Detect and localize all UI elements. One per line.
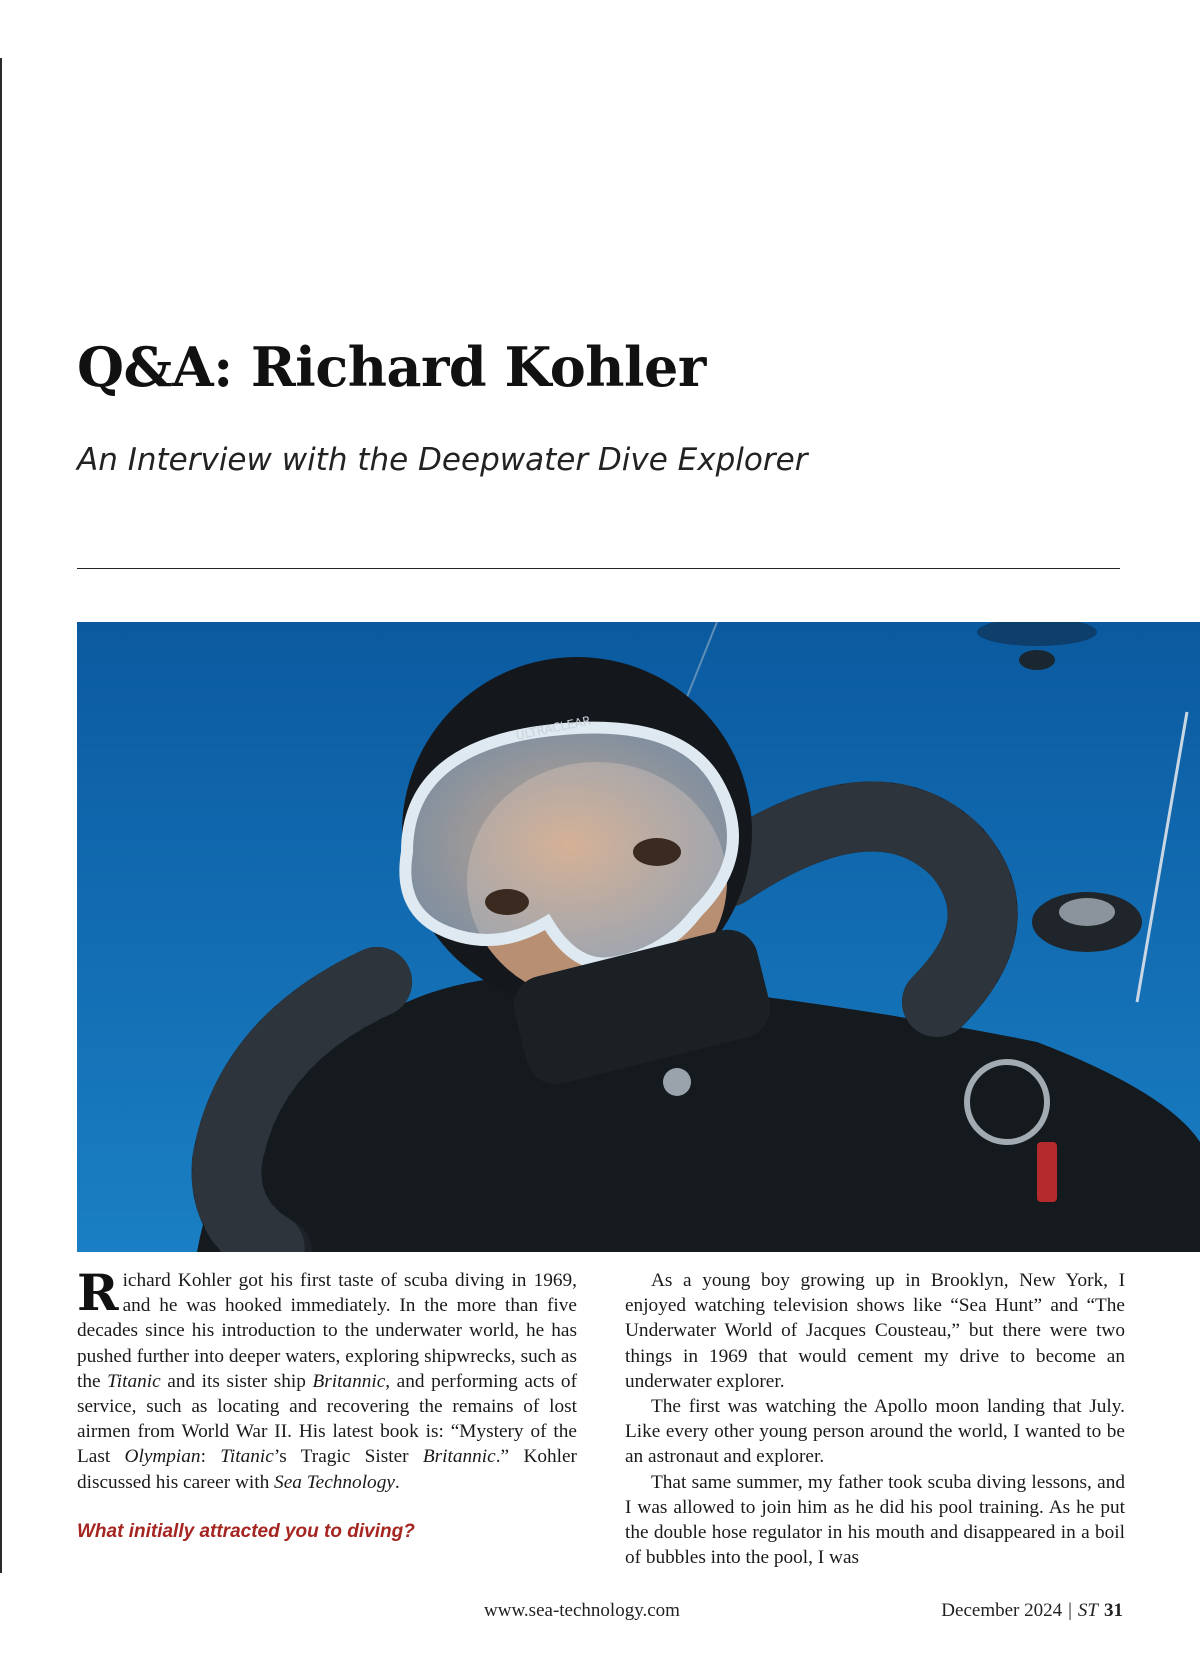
footer-publication: ST [1077, 1600, 1098, 1621]
article-subtitle: An Interview with the Deepwater Dive Explorer [77, 442, 808, 478]
answer-column [625, 1268, 1125, 1570]
intro-italic-titanic-2: Titanic [220, 1446, 274, 1468]
page-edge-line [0, 58, 2, 1573]
footer-issue-info [941, 1600, 1123, 1622]
intro-text-3: , and performing acts of service, such as locating and recovering the remains of lost airmen from World War II. His latest book is: “Mystery of the Last [77, 1370, 577, 1468]
intro-italic-titanic: Titanic [107, 1370, 161, 1392]
intro-text-6: .” Kohler discussed his career with [77, 1446, 577, 1493]
footer-url[interactable]: www.sea-technology.com [484, 1600, 680, 1621]
answer-paragraph-2: The first was watching the Apollo moon landing that July. Like every other young person around the world, I wanted to be an astronaut and explorer. [625, 1396, 1125, 1468]
intro-text-2: and its sister ship [160, 1370, 313, 1392]
intro-text-1: ichard Kohler got his first taste of scuba diving in 1969, and he was hooked immediately. In the more than five decades since his introduction to the underwater world, he has pushed further into deeper waters, exploring shipwrecks, such as the [77, 1270, 577, 1392]
title-divider [77, 568, 1120, 569]
intro-text-5: ’s Tragic Sister [273, 1446, 423, 1468]
answer-paragraph-1: As a young boy growing up in Brooklyn, New York, I enjoyed watching television shows like “Sea Hunt” and “The Underwater World of Jacques Cousteau,” but there were two things in 1969 that would cement my drive to become an underwater explorer. [625, 1270, 1125, 1392]
diver-photo-illustration [77, 622, 1200, 1252]
intro-italic-sea-technology: Sea Technology [274, 1471, 395, 1493]
intro-paragraph [77, 1263, 577, 1495]
footer-separator: | [1068, 1600, 1072, 1621]
drop-cap: R [77, 1263, 119, 1322]
intro-column [77, 1263, 577, 1544]
mask-strap-text: ULTRACLEAR [514, 713, 593, 743]
intro-text-7: . [394, 1471, 400, 1493]
intro-italic-britannic-2: Britannic [422, 1446, 496, 1468]
intro-italic-olympian: Olympian [124, 1446, 201, 1468]
interview-question: What initially attracted you to diving? [77, 1520, 415, 1542]
answer-paragraph-3: That same summer, my father took scuba diving lessons, and I was allowed to join him as he did his pool training. As he put the double hose regulator in his mouth and disappeared in a boil of bubbles into the pool, I was [625, 1471, 1125, 1569]
article-title: Q&A: Richard Kohler [77, 335, 706, 399]
footer-date: December 2024 [941, 1600, 1063, 1621]
intro-text-4: : [200, 1446, 221, 1468]
page-number: 31 [1104, 1600, 1123, 1621]
intro-italic-britannic: Britannic [312, 1370, 386, 1392]
diver-photo [77, 622, 1200, 1252]
